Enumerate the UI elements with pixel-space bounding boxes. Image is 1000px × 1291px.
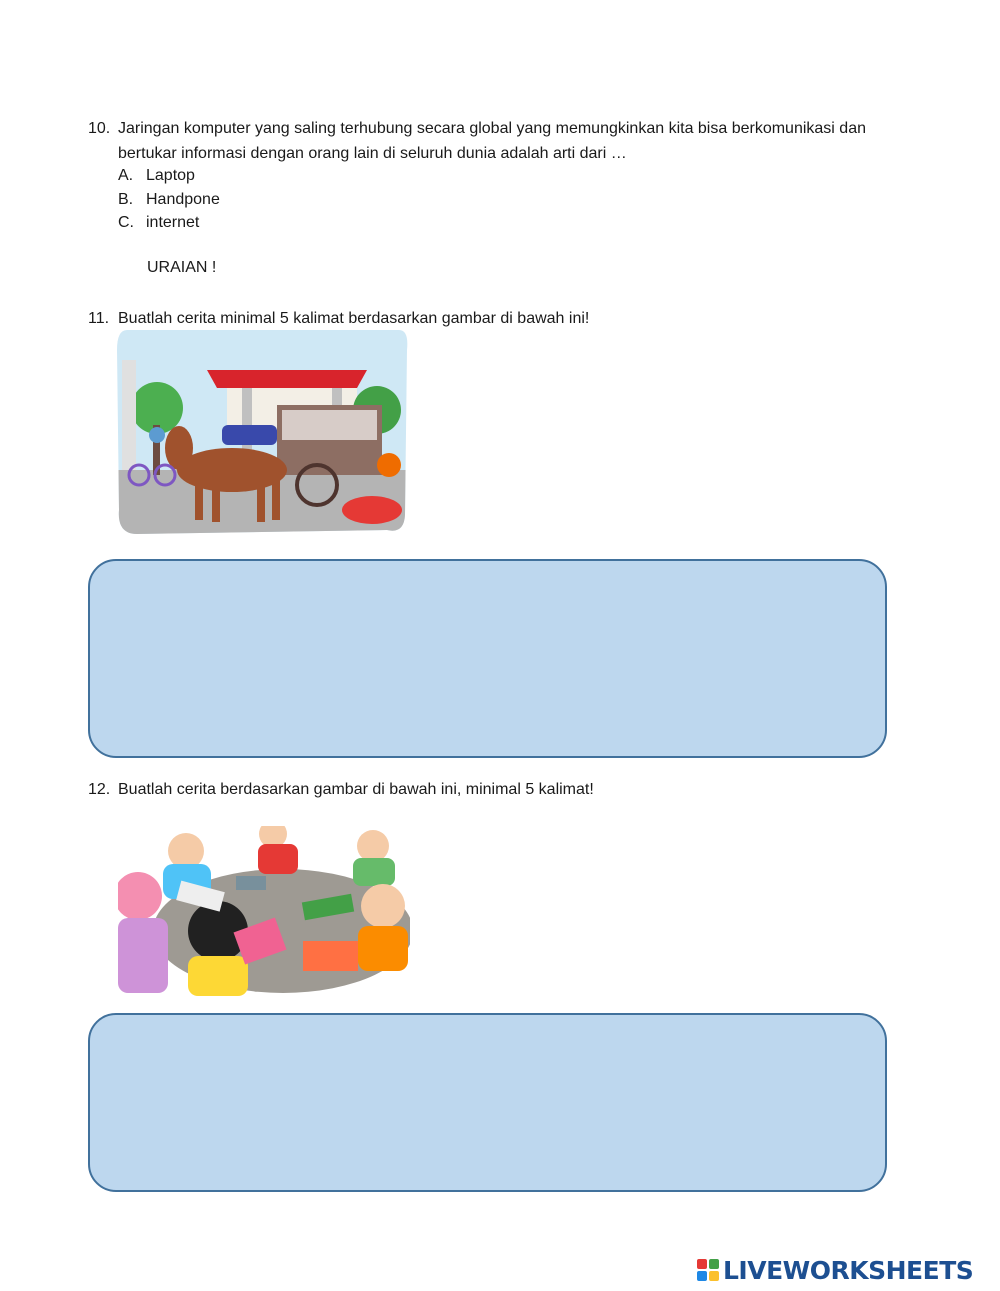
section-heading: URAIAN ! [147,259,217,276]
option-label: internet [146,214,200,231]
logo-mark-icon [697,1259,719,1281]
question-11 [88,306,888,331]
option-letter: A. [118,167,134,184]
liveworksheets-logo [697,1256,973,1284]
question-number: 12. [88,781,111,798]
question-text: Buatlah cerita berdasarkan gambar di bawah ini, minimal 5 kalimat! [118,781,594,798]
question-number: 10. [88,120,111,137]
option-label: Handpone [146,191,220,208]
question-number: 11. [88,310,110,327]
answer-box-12[interactable] [88,1013,887,1192]
answer-box-11[interactable] [88,559,887,758]
street-scene-illustration [117,330,409,534]
option-letter: C. [118,214,134,231]
option-a [118,164,195,187]
question-text: Buatlah cerita minimal 5 kalimat berdasarkan gambar di bawah ini! [118,310,590,327]
option-label: Laptop [146,167,195,184]
option-letter: B. [118,191,134,208]
option-b [118,188,220,211]
group-study-illustration [118,826,410,996]
question-text: Jaringan komputer yang saling terhubung secara global yang memungkinkan kita bisa berkomunikasi dan bertukar informasi dengan orang lain di seluruh dunia adalah arti dari … [118,120,866,162]
question-10 [88,116,888,166]
logo-text: LIVEWORKSHEETS [723,1255,974,1285]
option-c [118,211,199,234]
question-12 [88,777,888,802]
